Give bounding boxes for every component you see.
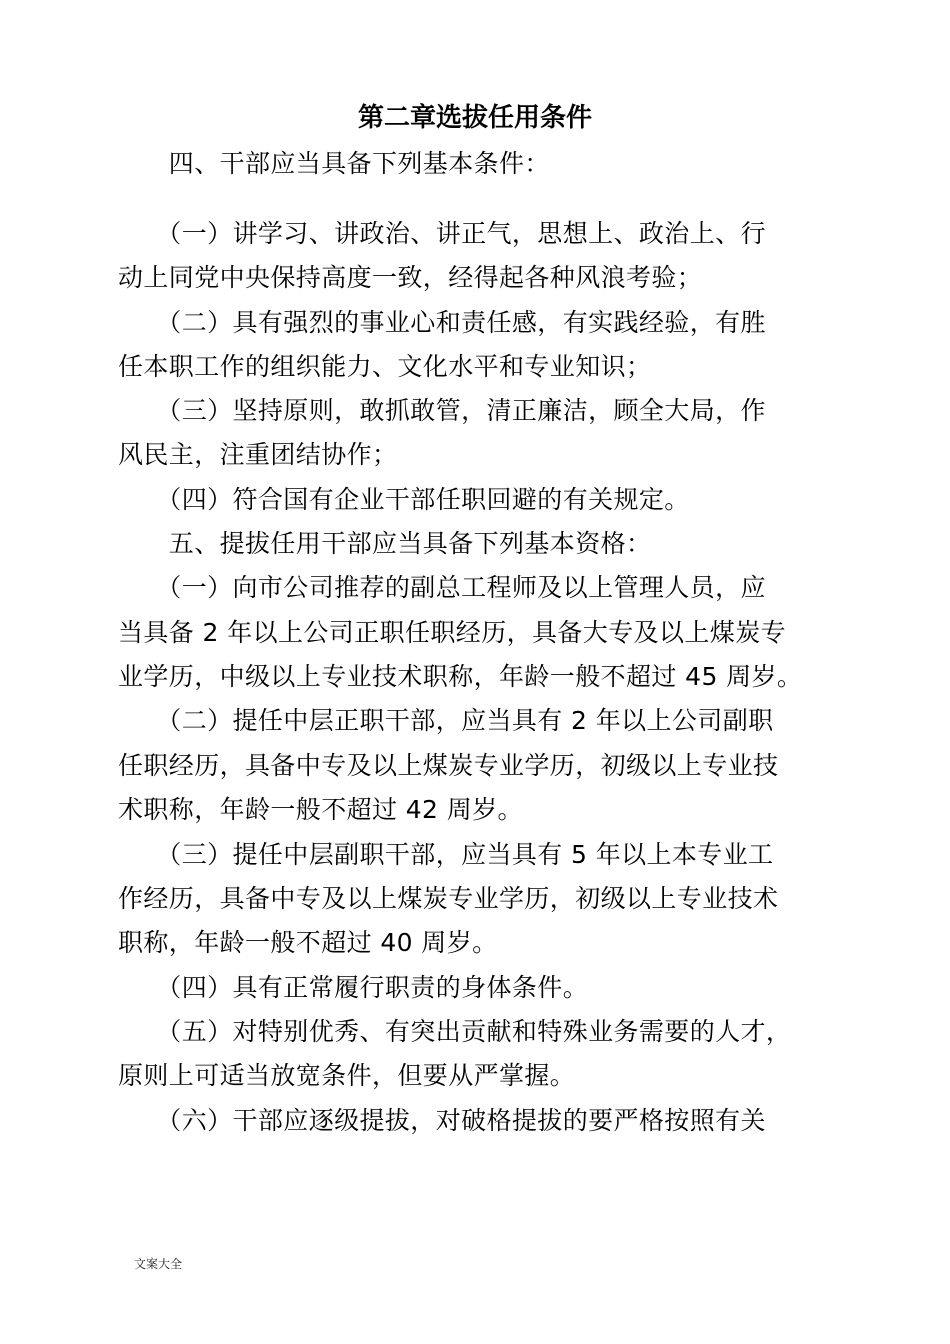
text-line: （六）干部应逐级提拔，对破格提拔的要严格按照有关 — [118, 1106, 766, 1135]
chapter-title: 第二章选拔任用条件 — [357, 103, 592, 133]
text-line: （三）坚持原则，敢抓敢管，清正廉洁，顾全大局，作 — [118, 396, 766, 425]
text-line: （五）对特别优秀、有突出贡献和特殊业务需要的人才， — [118, 1017, 792, 1046]
text-line: 动上同党中央保持高度一致，经得起各种风浪考验； — [118, 263, 703, 292]
text-line: （一）向市公司推荐的副总工程师及以上管理人员，应 — [118, 573, 766, 602]
text-line: （一）讲学习、讲政治、讲正气，思想上、政治上、行 — [118, 219, 766, 248]
footer-watermark: 文案大全 — [134, 1257, 183, 1271]
text-line: （三）提任中层副职干部，应当具有 5 年以上本专业工 — [118, 840, 774, 869]
text-line: （四）具有正常履行职责的身体条件。 — [118, 973, 589, 1002]
text-line: 业学历，中级以上专业技术职称，年龄一般不超过 45 周岁。 — [118, 662, 803, 691]
text-line: 当具备 2 年以上公司正职任职经历，具备大专及以上煤炭专 — [118, 618, 787, 647]
text-line: 四、干部应当具备下列基本条件： — [118, 149, 550, 178]
text-line: 五、提拔任用干部应当具备下列基本资格： — [118, 529, 652, 558]
text-line: （二）具有强烈的事业心和责任感，有实践经验，有胜 — [118, 308, 766, 337]
text-line: （四）符合国有企业干部任职回避的有关规定。 — [118, 485, 690, 514]
text-line: 任本职工作的组织能力、文化水平和专业知识； — [118, 352, 652, 381]
text-line: 作经历，具备中专及以上煤炭专业学历，初级以上专业技术 — [118, 884, 779, 913]
text-line: （二）提任中层正职干部，应当具有 2 年以上公司副职 — [118, 706, 774, 735]
text-line: 任职经历，具备中专及以上煤炭专业学历，初级以上专业技 — [118, 751, 779, 780]
text-line: 风民主，注重团结协作； — [118, 440, 398, 469]
text-line: 职称，年龄一般不超过 40 周岁。 — [118, 928, 498, 957]
text-line: 术职称，年龄一般不超过 42 周岁。 — [118, 795, 523, 824]
text-line: 原则上可适当放宽条件，但要从严掌握。 — [118, 1061, 576, 1090]
